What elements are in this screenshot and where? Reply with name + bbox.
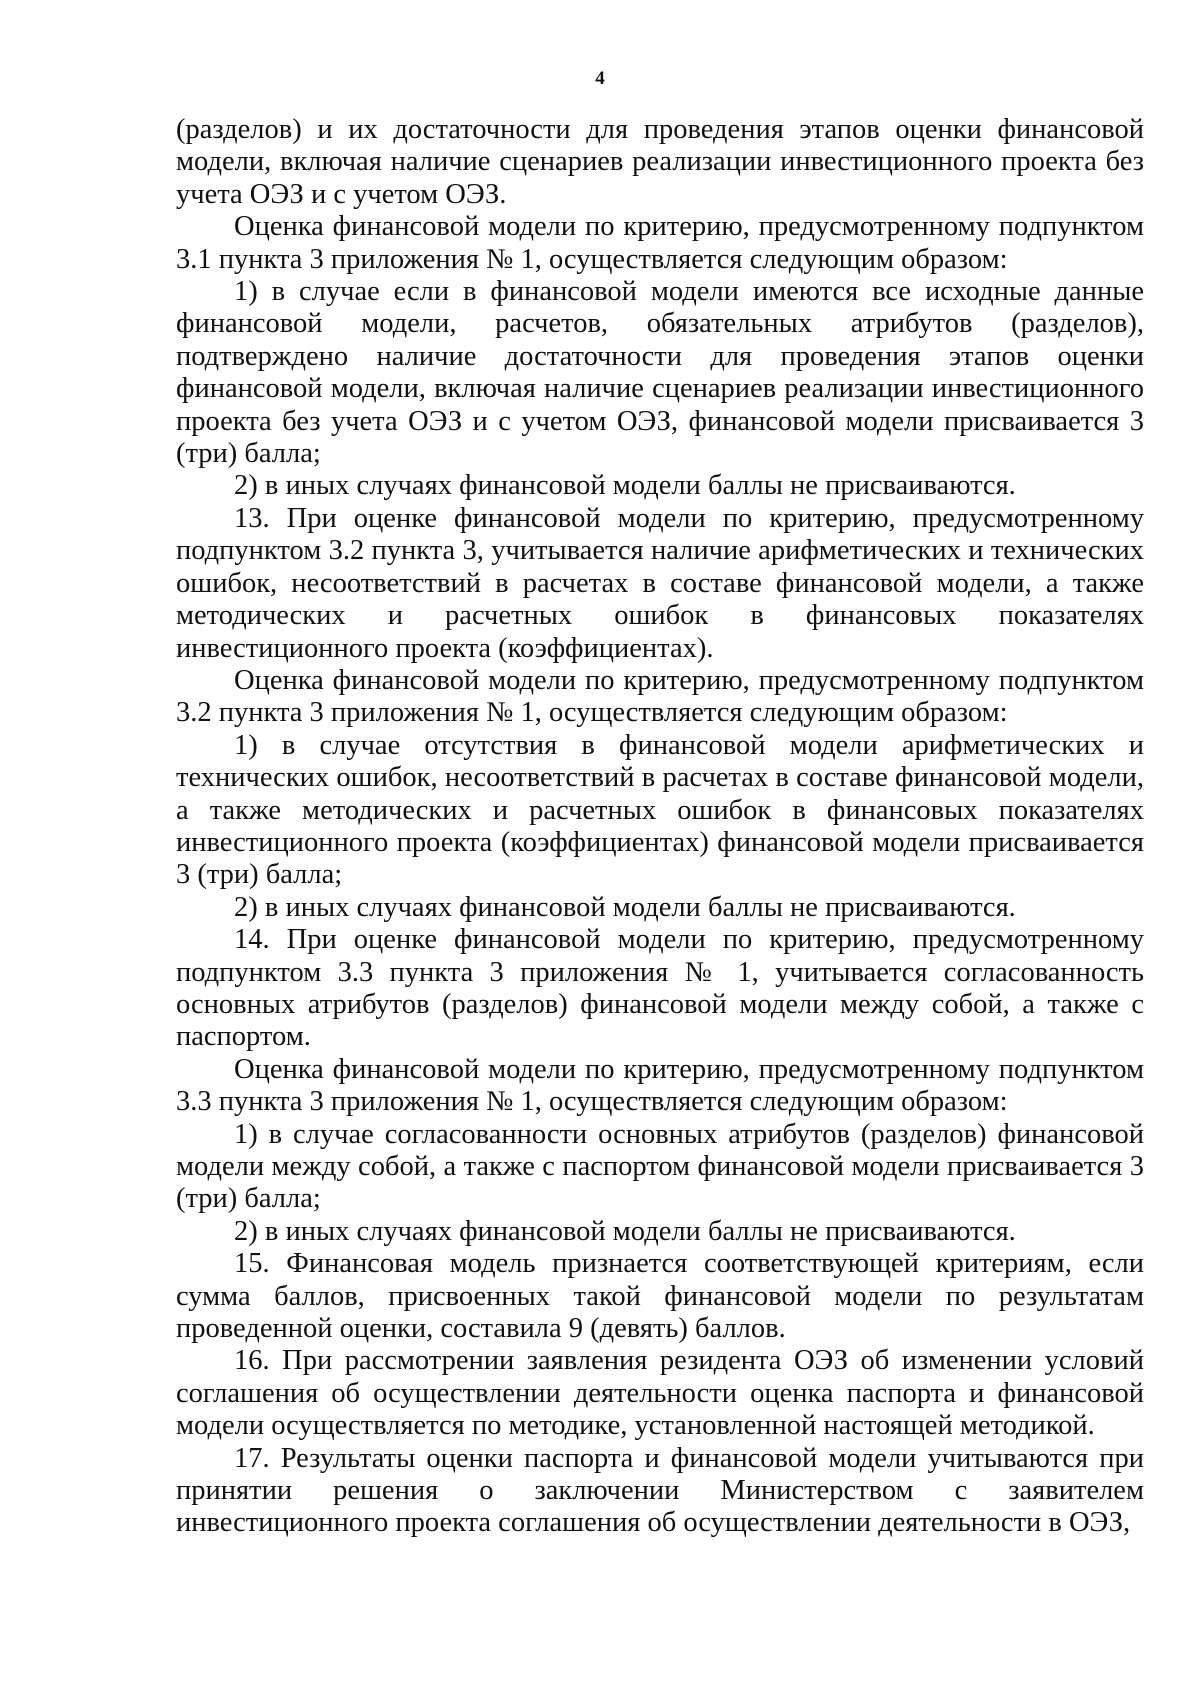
paragraph-evaluation-3-3: Оценка финансовой модели по критерию, предусмотренному подпунктом 3.3 пункта 3 приложения № 1, осуществляется следующим образом: <box>176 1053 1144 1118</box>
paragraph-item-3-3-1: 1) в случае согласованности основных атрибутов (разделов) финансовой модели между собой, а также с паспортом финансовой модели присваивается 3 (три) балла; <box>176 1118 1144 1215</box>
paragraph-item-3-3-2: 2) в иных случаях финансовой модели баллы не присваиваются. <box>234 1215 1016 1247</box>
paragraph-clause-13: 13. При оценке финансовой модели по критерию, предусмотренному подпунктом 3.2 пункта 3, учитывается наличие арифметических и технических ошибок, несоответствий в расчетах в составе финансовой модели, а также методических и расчетных ошибок в финансовых показателях инвестиционного проекта (коэффициентах). <box>176 502 1144 664</box>
paragraph-evaluation-3-1: Оценка финансовой модели по критерию, предусмотренному подпунктом 3.1 пункта 3 приложения № 1, осуществляется следующим образом: <box>176 211 1144 275</box>
paragraph-clause-17: 17. Результаты оценки паспорта и финансовой модели учитываются при принятии решения о заключении Министерством с заявителем инвестиционного проекта соглашения об осуществлении деятельности в ОЭЗ, <box>176 1442 1144 1539</box>
document-body <box>176 114 1144 1540</box>
paragraph-item-3-2-2: 2) в иных случаях финансовой модели баллы не присваиваются. <box>234 891 1016 923</box>
paragraph-clause-14: 14. При оценке финансовой модели по критерию, предусмотренному подпунктом 3.3 пункта 3 приложения № 1, учитывается согласованность основных атрибутов (разделов) финансовой модели между собой, а также с паспортом. <box>176 924 1144 1053</box>
paragraph-clause-16: 16. При рассмотрении заявления резидента ОЭЗ об изменении условий соглашения об осуществлении деятельности оценка паспорта и финансовой модели осуществляется по методике, установленной настоящей методикой. <box>176 1345 1144 1442</box>
page-number: 4 <box>595 68 605 89</box>
paragraph-item-3-1-2: 2) в иных случаях финансовой модели баллы не присваиваются. <box>234 470 1016 502</box>
paragraph-item-3-2-1: 1) в случае отсутствия в финансовой модели арифметических и технических ошибок, несоответствий в расчетах в составе финансовой модели, а также методических и расчетных ошибок в финансовых показателях инвестиционного проекта (коэффициентах) финансовой модели присваивается 3 (три) балла; <box>176 729 1144 891</box>
paragraph-item-3-1-1: 1) в случае если в финансовой модели имеются все исходные данные финансовой модели, расчетов, обязательных атрибутов (разделов), подтверждено наличие достаточности для проведения этапов оценки финансовой модели, включая наличие сценариев реализации инвестиционного проекта без учета ОЭЗ и с учетом ОЭЗ, финансовой модели присваивается 3 (три) балла; <box>176 276 1144 470</box>
paragraph-continuation: (разделов) и их достаточности для проведения этапов оценки финансовой модели, включая наличие сценариев реализации инвестиционного проекта без учета ОЭЗ и с учетом ОЭЗ. <box>176 114 1144 210</box>
paragraph-clause-15: 15. Финансовая модель признается соответствующей критериям, если сумма баллов, присвоенных такой финансовой модели по результатам проведенной оценки, составила 9 (девять) баллов. <box>176 1248 1144 1345</box>
paragraph-evaluation-3-2: Оценка финансовой модели по критерию, предусмотренному подпунктом 3.2 пункта 3 приложения № 1, осуществляется следующим образом: <box>176 664 1144 729</box>
